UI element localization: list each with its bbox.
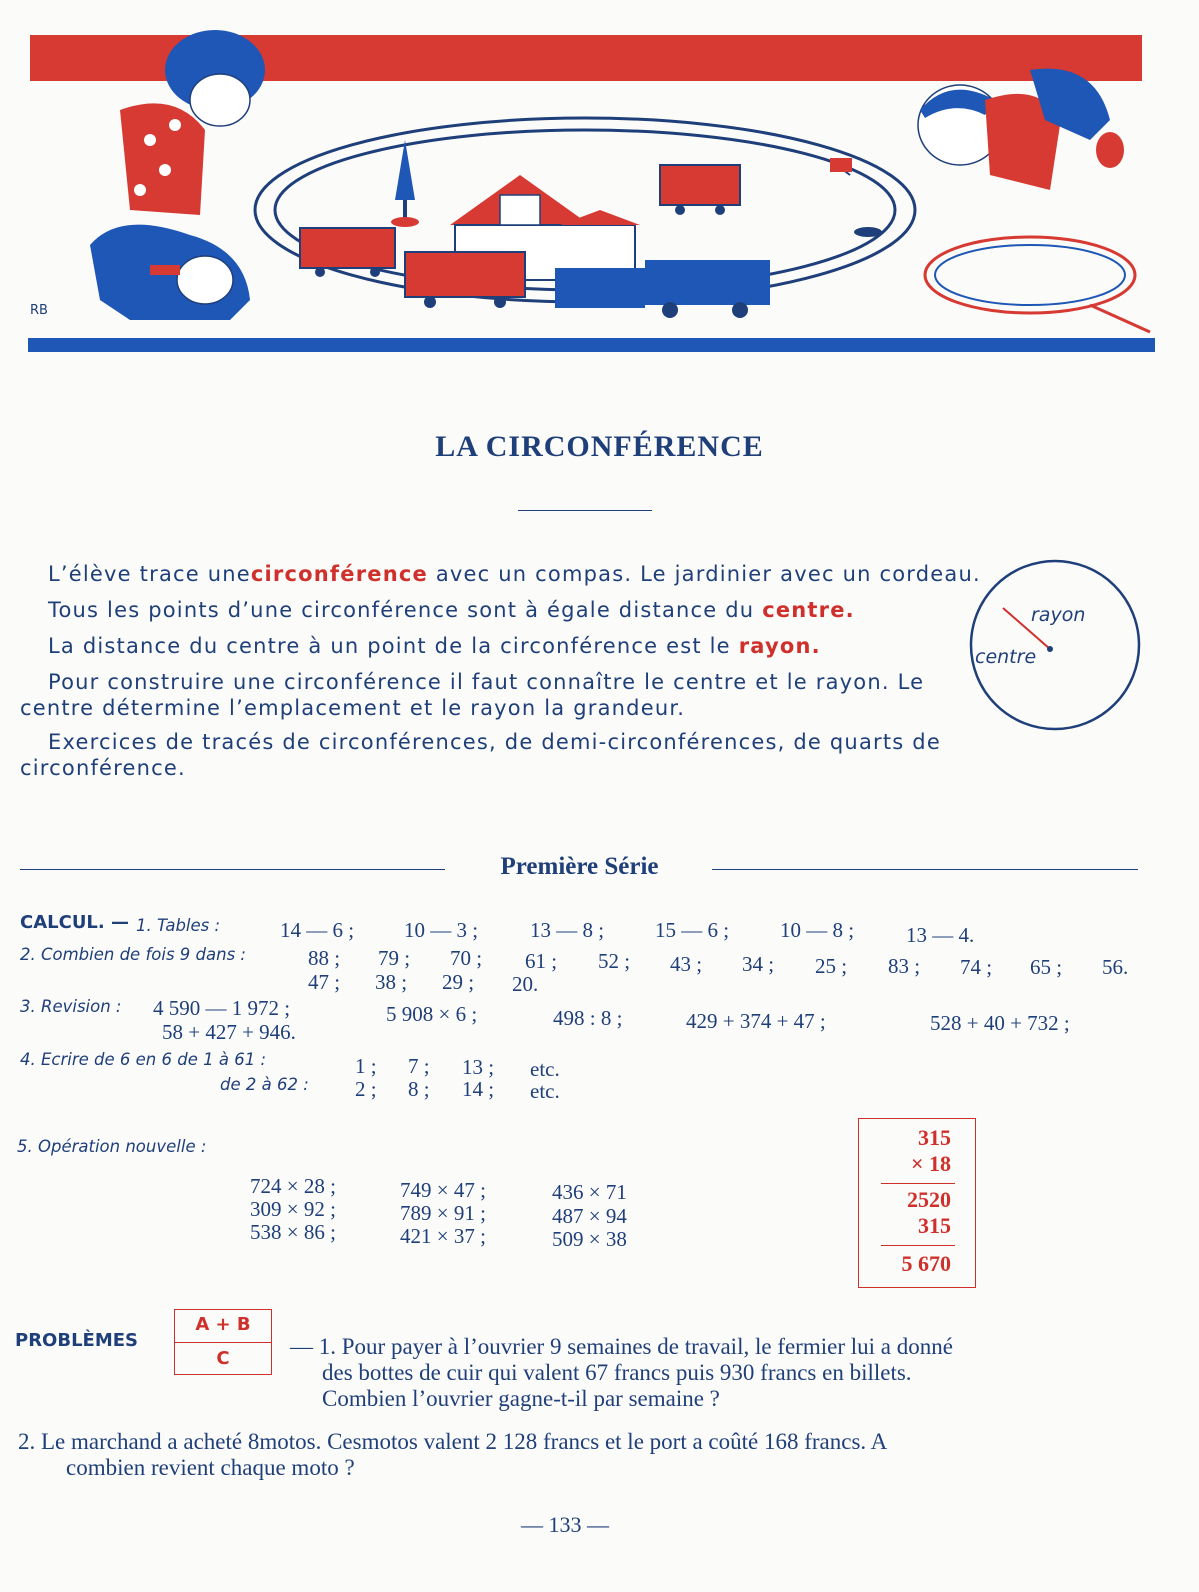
tables-1: 14 — 6 ;: [280, 918, 355, 942]
ecrire-5: 2 ;: [355, 1077, 377, 1101]
ecrire-2: 7 ;: [408, 1054, 430, 1078]
combien-13: 47 ;: [308, 970, 341, 994]
diagram-center-dot: [1047, 646, 1053, 652]
ecrire-8: etc.: [530, 1079, 560, 1103]
header-illustration: [0, 0, 1199, 365]
operation-1-2: 749 × 47 ;: [400, 1178, 486, 1202]
tables-label: 1. Tables :: [136, 916, 221, 935]
ecrire-3: 13 ;: [462, 1055, 495, 1079]
tables-2: 10 — 3 ;: [404, 918, 479, 942]
example-factor-a: 315: [918, 1125, 951, 1150]
combien-7: 34 ;: [742, 952, 775, 976]
diagram-label-centre: centre: [975, 646, 1037, 668]
combien-11: 65 ;: [1030, 955, 1063, 979]
example-partial-2: 315: [918, 1213, 951, 1238]
ecrire-7: 14 ;: [462, 1077, 495, 1101]
operation-2-2: 789 × 91 ;: [400, 1201, 486, 1225]
keyword-centre: centre.: [762, 598, 855, 622]
probleme-1-line-3: Combien l’ouvrier gagne-t-il par semaine ?: [322, 1386, 720, 1411]
keyword-circonference: circonférence: [250, 562, 428, 586]
probleme-1-line-2: des bottes de cuir qui valent 67 francs puis 930 francs en billets.: [322, 1360, 912, 1385]
hoop-drawing: [925, 237, 1150, 332]
page-title: LA CIRCONFÉRENCE: [435, 430, 764, 463]
operation-3-1: 538 × 86 ;: [250, 1220, 336, 1244]
intro-line-2: Tous les points d’une circonférence sont à égale distance du centre.: [48, 598, 855, 622]
circle-diagram: [965, 555, 1145, 735]
probleme-2-line-2: combien revient chaque moto ?: [66, 1455, 355, 1480]
operation-label: 5. Opération nouvelle :: [17, 1137, 207, 1156]
combien-10: 74 ;: [960, 955, 993, 979]
revision-5: 528 + 40 + 732 ;: [930, 1011, 1070, 1035]
toy-tree: [391, 140, 419, 227]
operation-1-3: 436 × 71: [552, 1180, 627, 1204]
combien-12: 56.: [1102, 955, 1129, 979]
tables-4: 15 — 6 ;: [655, 918, 730, 942]
page-number: — 133 —: [521, 1512, 609, 1537]
formula-box: [174, 1309, 272, 1375]
combien-9: 83 ;: [888, 954, 921, 978]
calcul-heading: CALCUL. —: [20, 912, 130, 933]
example-result: 5 670: [901, 1251, 951, 1276]
combien-4: 61 ;: [525, 949, 558, 973]
combien-14: 38 ;: [375, 970, 408, 994]
intro-line-4: Pour construire une circonférence il faut connaître le centre et le rayon. Le: [48, 670, 925, 694]
serie-rule-right: [712, 869, 1138, 870]
ecrire-1: 1 ;: [355, 1054, 377, 1078]
boy-figure: [830, 69, 1124, 237]
tables-3: 13 — 8 ;: [530, 918, 605, 942]
combien-1: 88 ;: [308, 946, 341, 970]
tables-5: 10 — 8 ;: [780, 918, 855, 942]
example-rule-2: [881, 1245, 955, 1246]
ecrire-label-1: 4. Ecrire de 6 en 6 de 1 à 61 :: [20, 1050, 267, 1069]
ecrire-label-2: de 2 à 62 :: [220, 1075, 309, 1094]
operation-3-3: 509 × 38: [552, 1227, 627, 1251]
combien-6: 43 ;: [670, 952, 703, 976]
combien-3: 70 ;: [450, 946, 483, 970]
intro-line-3: La distance du centre à un point de la circonférence est le rayon.: [48, 634, 821, 658]
combien-8: 25 ;: [815, 954, 848, 978]
blue-ground-line: [28, 338, 1155, 352]
operation-2-1: 309 × 92 ;: [250, 1197, 336, 1221]
operation-3-2: 421 × 37 ;: [400, 1224, 486, 1248]
revision-4: 429 + 374 + 47 ;: [686, 1009, 826, 1033]
serie-title: Première Série: [500, 853, 659, 880]
formula-top: A + B: [195, 1314, 251, 1335]
example-factor-b: × 18: [910, 1151, 951, 1176]
intro-line-6: Exercices de tracés de circonférences, de demi-circonférences, de quarts de: [48, 730, 941, 754]
multiplication-example: [858, 1118, 976, 1288]
combien-16: 20.: [512, 972, 539, 996]
revision-2: 5 908 × 6 ;: [386, 1002, 478, 1026]
operation-2-3: 487 × 94: [552, 1204, 627, 1228]
combien-5: 52 ;: [598, 949, 631, 973]
example-rule-1: [881, 1183, 955, 1184]
formula-bottom: C: [216, 1348, 230, 1369]
keyword-rayon: rayon.: [738, 634, 821, 658]
intro-line-1: L’élève trace unecirconférence avec un compas. Le jardinier avec un cordeau.: [48, 562, 981, 586]
example-partial-1: 2520: [907, 1187, 951, 1212]
diagram-circle: [971, 561, 1139, 729]
diagram-label-rayon: rayon: [1031, 604, 1086, 626]
revision-6: 58 + 427 + 946.: [162, 1020, 296, 1044]
formula-bar: [175, 1342, 271, 1343]
operation-1-1: 724 × 28 ;: [250, 1174, 336, 1198]
toy-locomotive: [555, 260, 770, 318]
revision-3: 498 : 8 ;: [553, 1006, 623, 1030]
intro-line-7: circonférence.: [20, 756, 186, 780]
combien-label: 2. Combien de fois 9 dans :: [20, 945, 246, 964]
toy-wagon-3: [660, 165, 740, 215]
combien-2: 79 ;: [378, 946, 411, 970]
probleme-1-line-1: — 1. Pour payer à l’ouvrier 9 semaines de travail, le fermier lui a donné: [290, 1334, 953, 1359]
combien-15: 29 ;: [442, 970, 475, 994]
probleme-2-line-1: 2. Le marchand a acheté 8motos. Cesmotos valent 2 128 francs et le port a coûté 168 francs. A: [18, 1429, 888, 1454]
ecrire-6: 8 ;: [408, 1077, 430, 1101]
ecrire-4: etc.: [530, 1057, 560, 1081]
revision-1: 4 590 — 1 972 ;: [153, 996, 291, 1020]
problemes-heading: PROBLÈMES: [15, 1330, 139, 1351]
cat-figure: [90, 225, 250, 320]
artist-signature: RB: [30, 303, 48, 318]
intro-line-5: centre détermine l’emplacement et le rayon la grandeur.: [20, 696, 686, 720]
revision-label: 3. Revision :: [20, 997, 122, 1016]
tables-6: 13 — 4.: [906, 923, 975, 947]
title-rule: [518, 510, 652, 511]
